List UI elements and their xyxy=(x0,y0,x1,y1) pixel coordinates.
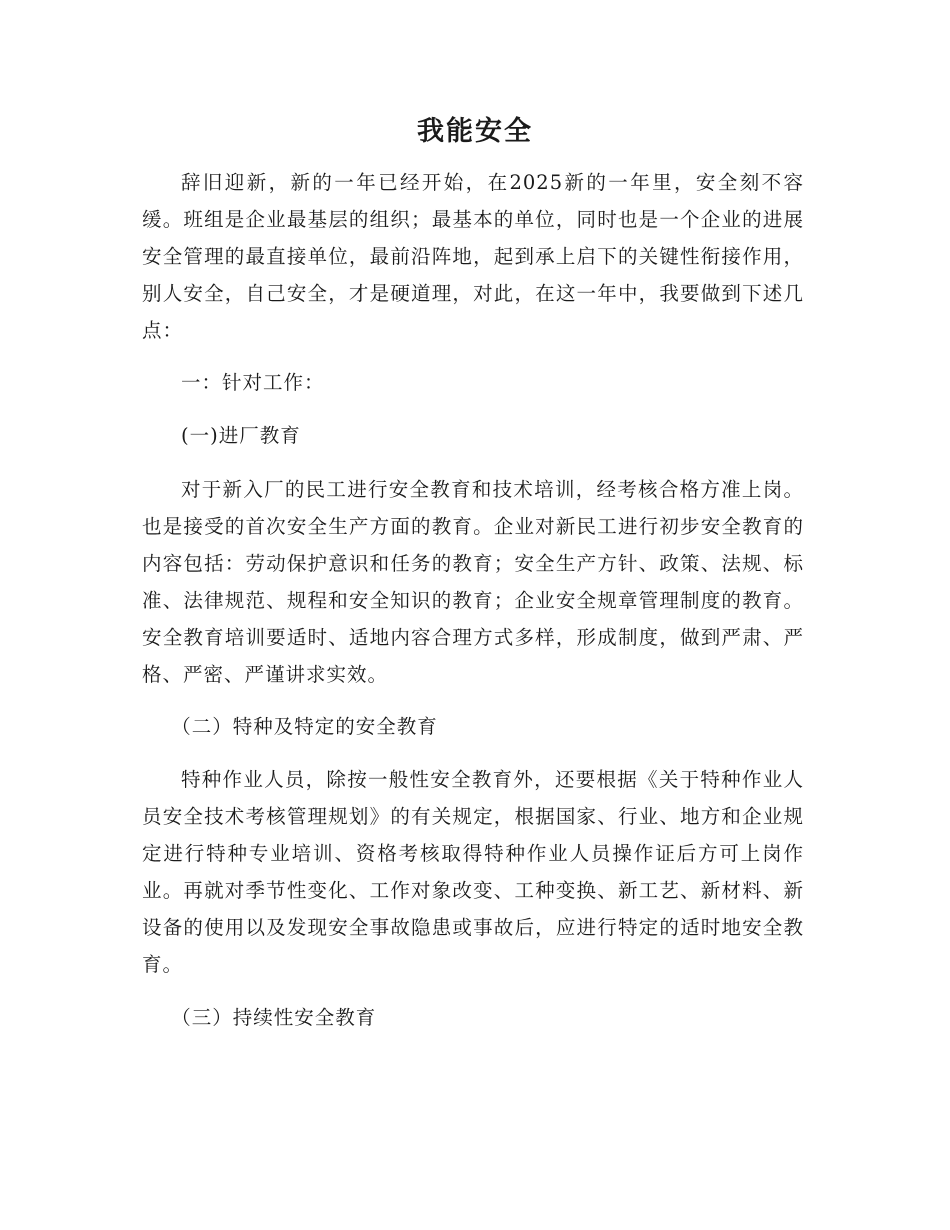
subsection2-heading: （二）特种及特定的安全教育 xyxy=(171,715,438,738)
section1-heading: 一：针对工作： xyxy=(181,371,325,394)
subsection2-body: 特种作业人员，除按一般性安全教育外，还要根据《关于特种作业人员安全技术考核管理规划》的有关规定，根据国家、行业、地方和企业规定进行特种专业培训、资格考核取得特种作业人员操作证后方可上岗作业。再就对季节性变化、工作对象改变、工种变换、新工艺、新材料、新设备的使用以及发现安全事故隐患或事故后，应进行特定的适时地安全教育。 xyxy=(142,768,804,976)
document-title: 我能安全 xyxy=(417,116,533,147)
intro-paragraph: 辞旧迎新，新的一年已经开始，在2025新的一年里，安全刻不容缓。班组是企业最基层的组织；最基本的单位，同时也是一个企业的进展安全管理的最直接单位，最前沿阵地，起到承上启下的关键性衔接作用，别人安全，自己安全，才是硬道理，对此，在这一年中，我要做到下述几点： xyxy=(142,171,804,342)
subsection1-heading: (一)进厂教育 xyxy=(181,424,301,447)
subsection1-body: 对于新入厂的民工进行安全教育和技术培训，经考核合格方准上岗。也是接受的首次安全生产方面的教育。企业对新民工进行初步安全教育的内容包括：劳动保护意识和任务的教育；安全生产方针、政策、法规、标准、法律规范、规程和安全知识的教育；企业安全规章管理制度的教育。安全教育培训要适时、适地内容合理方式多样，形成制度，做到严肃、严格、严密、严谨讲求实效。 xyxy=(142,478,804,686)
subsection3-heading: （三）持续性安全教育 xyxy=(171,1006,377,1029)
